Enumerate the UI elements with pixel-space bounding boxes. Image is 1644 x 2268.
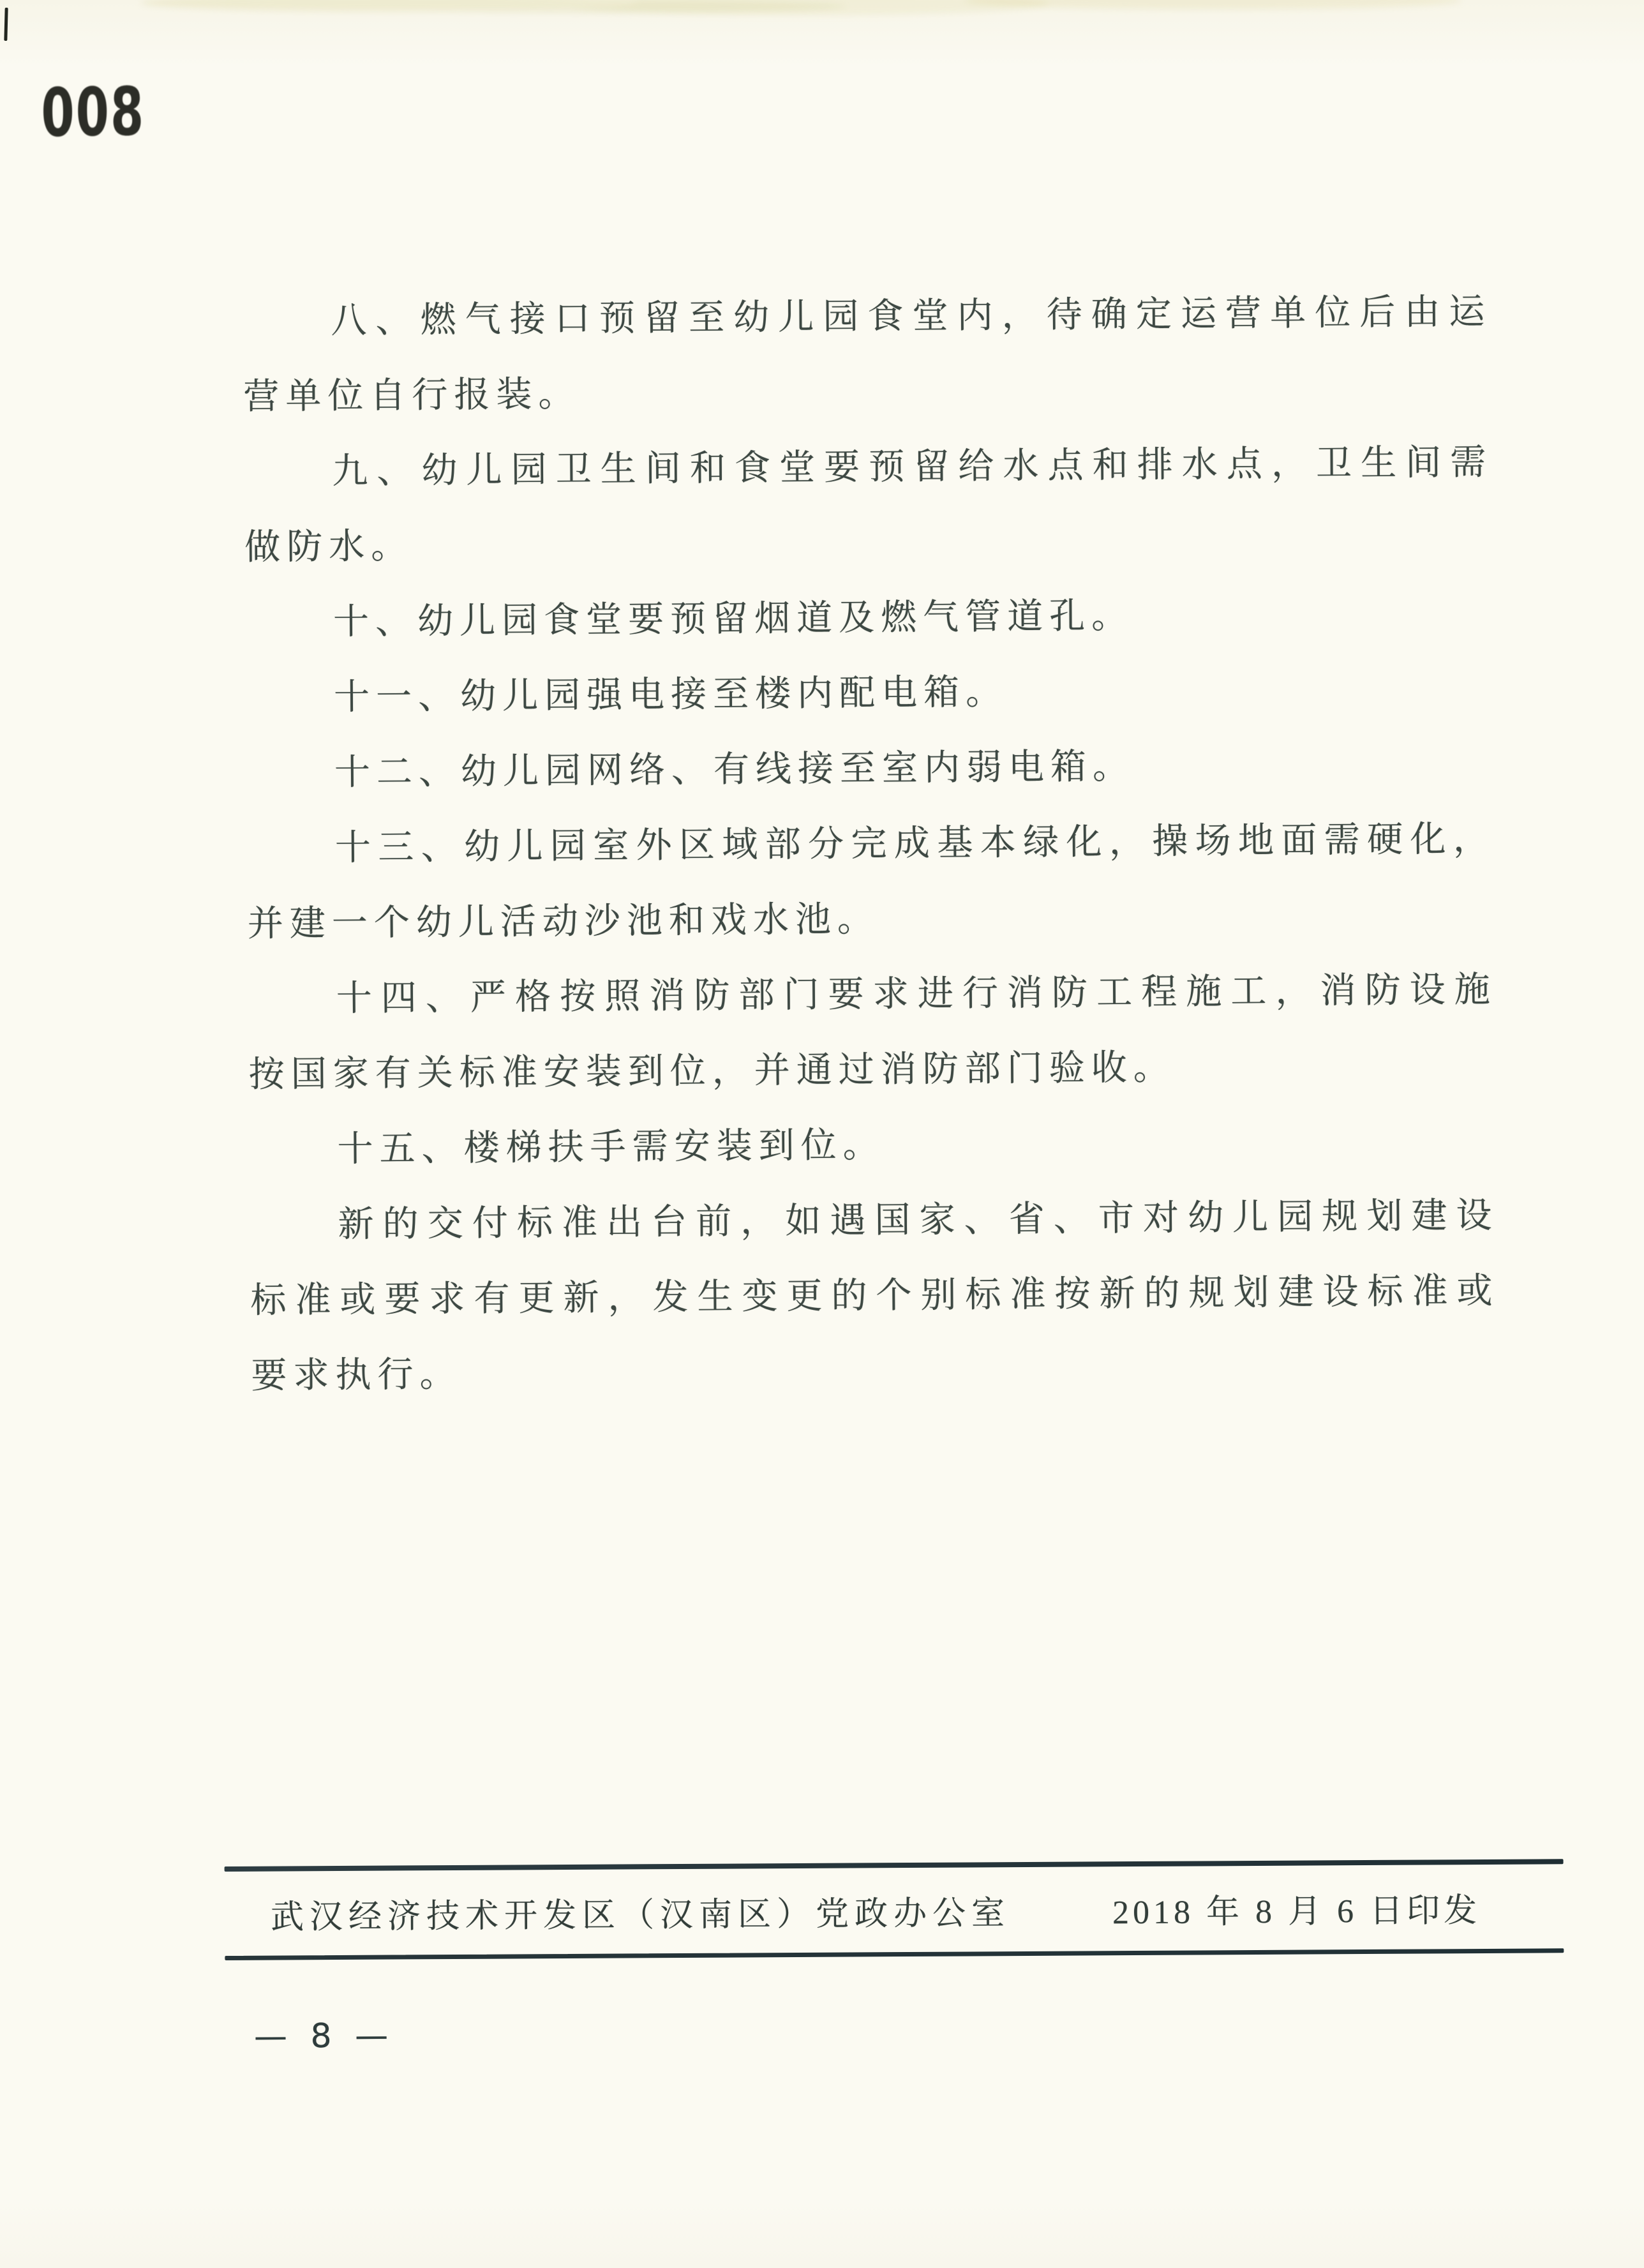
document-line: 十五、楼梯扶手需安装到位。: [337, 1124, 885, 1170]
issuing-office: 武汉经济技术开发区（汉南区）党政办公室: [270, 1893, 1011, 1937]
footer-colophon-row: [225, 1864, 1564, 1956]
scan-artifact-top-smudge: [140, 0, 638, 11]
document-line: 营单位自行报装。: [243, 373, 581, 417]
document-line: 十二、幼儿园网络、有线接至室内弱电箱。: [334, 746, 1135, 793]
document-line: 新的交付标准出台前，如遇国家、省、市对幼儿园规划建设: [338, 1194, 1498, 1245]
document-footer: [225, 1859, 1564, 1960]
scan-artifact-corner-tick: [4, 8, 8, 41]
stamped-sheet-number: 008: [41, 72, 146, 152]
document-line: 十、幼儿园食堂要预留烟道及燃气管道孔。: [333, 595, 1134, 643]
document-line: 按国家有关标准安装到位，并通过消防部门验收。: [248, 1046, 1176, 1095]
document-line: 并建一个幼儿活动沙池和戏水池。: [247, 898, 880, 945]
page-number: — 8 —: [253, 2016, 395, 2056]
document-line: 要求执行。: [251, 1353, 462, 1397]
document-line: 九、幼儿园卫生间和食堂要预留给水点和排水点，卫生间需: [332, 441, 1493, 492]
document-body: [243, 274, 1500, 1414]
document-line: 标准或要求有更新，发生变更的个别标准按新的规划建设标准或: [250, 1270, 1499, 1321]
document-line: 八、燃气接口预留至幼儿园食堂内，待确定运营单位后由运: [331, 290, 1491, 342]
document-line: 十四、严格按照消防部门要求进行消防工程施工，消防设施: [336, 968, 1497, 1019]
document-line: 十三、幼儿园室外区域部分完成基本绿化，操场地面需硬化，: [334, 818, 1496, 869]
print-date: 2018 年 8 月 6 日印发: [1112, 1892, 1481, 1931]
document-line: 十一、幼儿园强电接至楼内配电箱。: [333, 671, 1008, 718]
document-line: 做防水。: [244, 525, 414, 568]
